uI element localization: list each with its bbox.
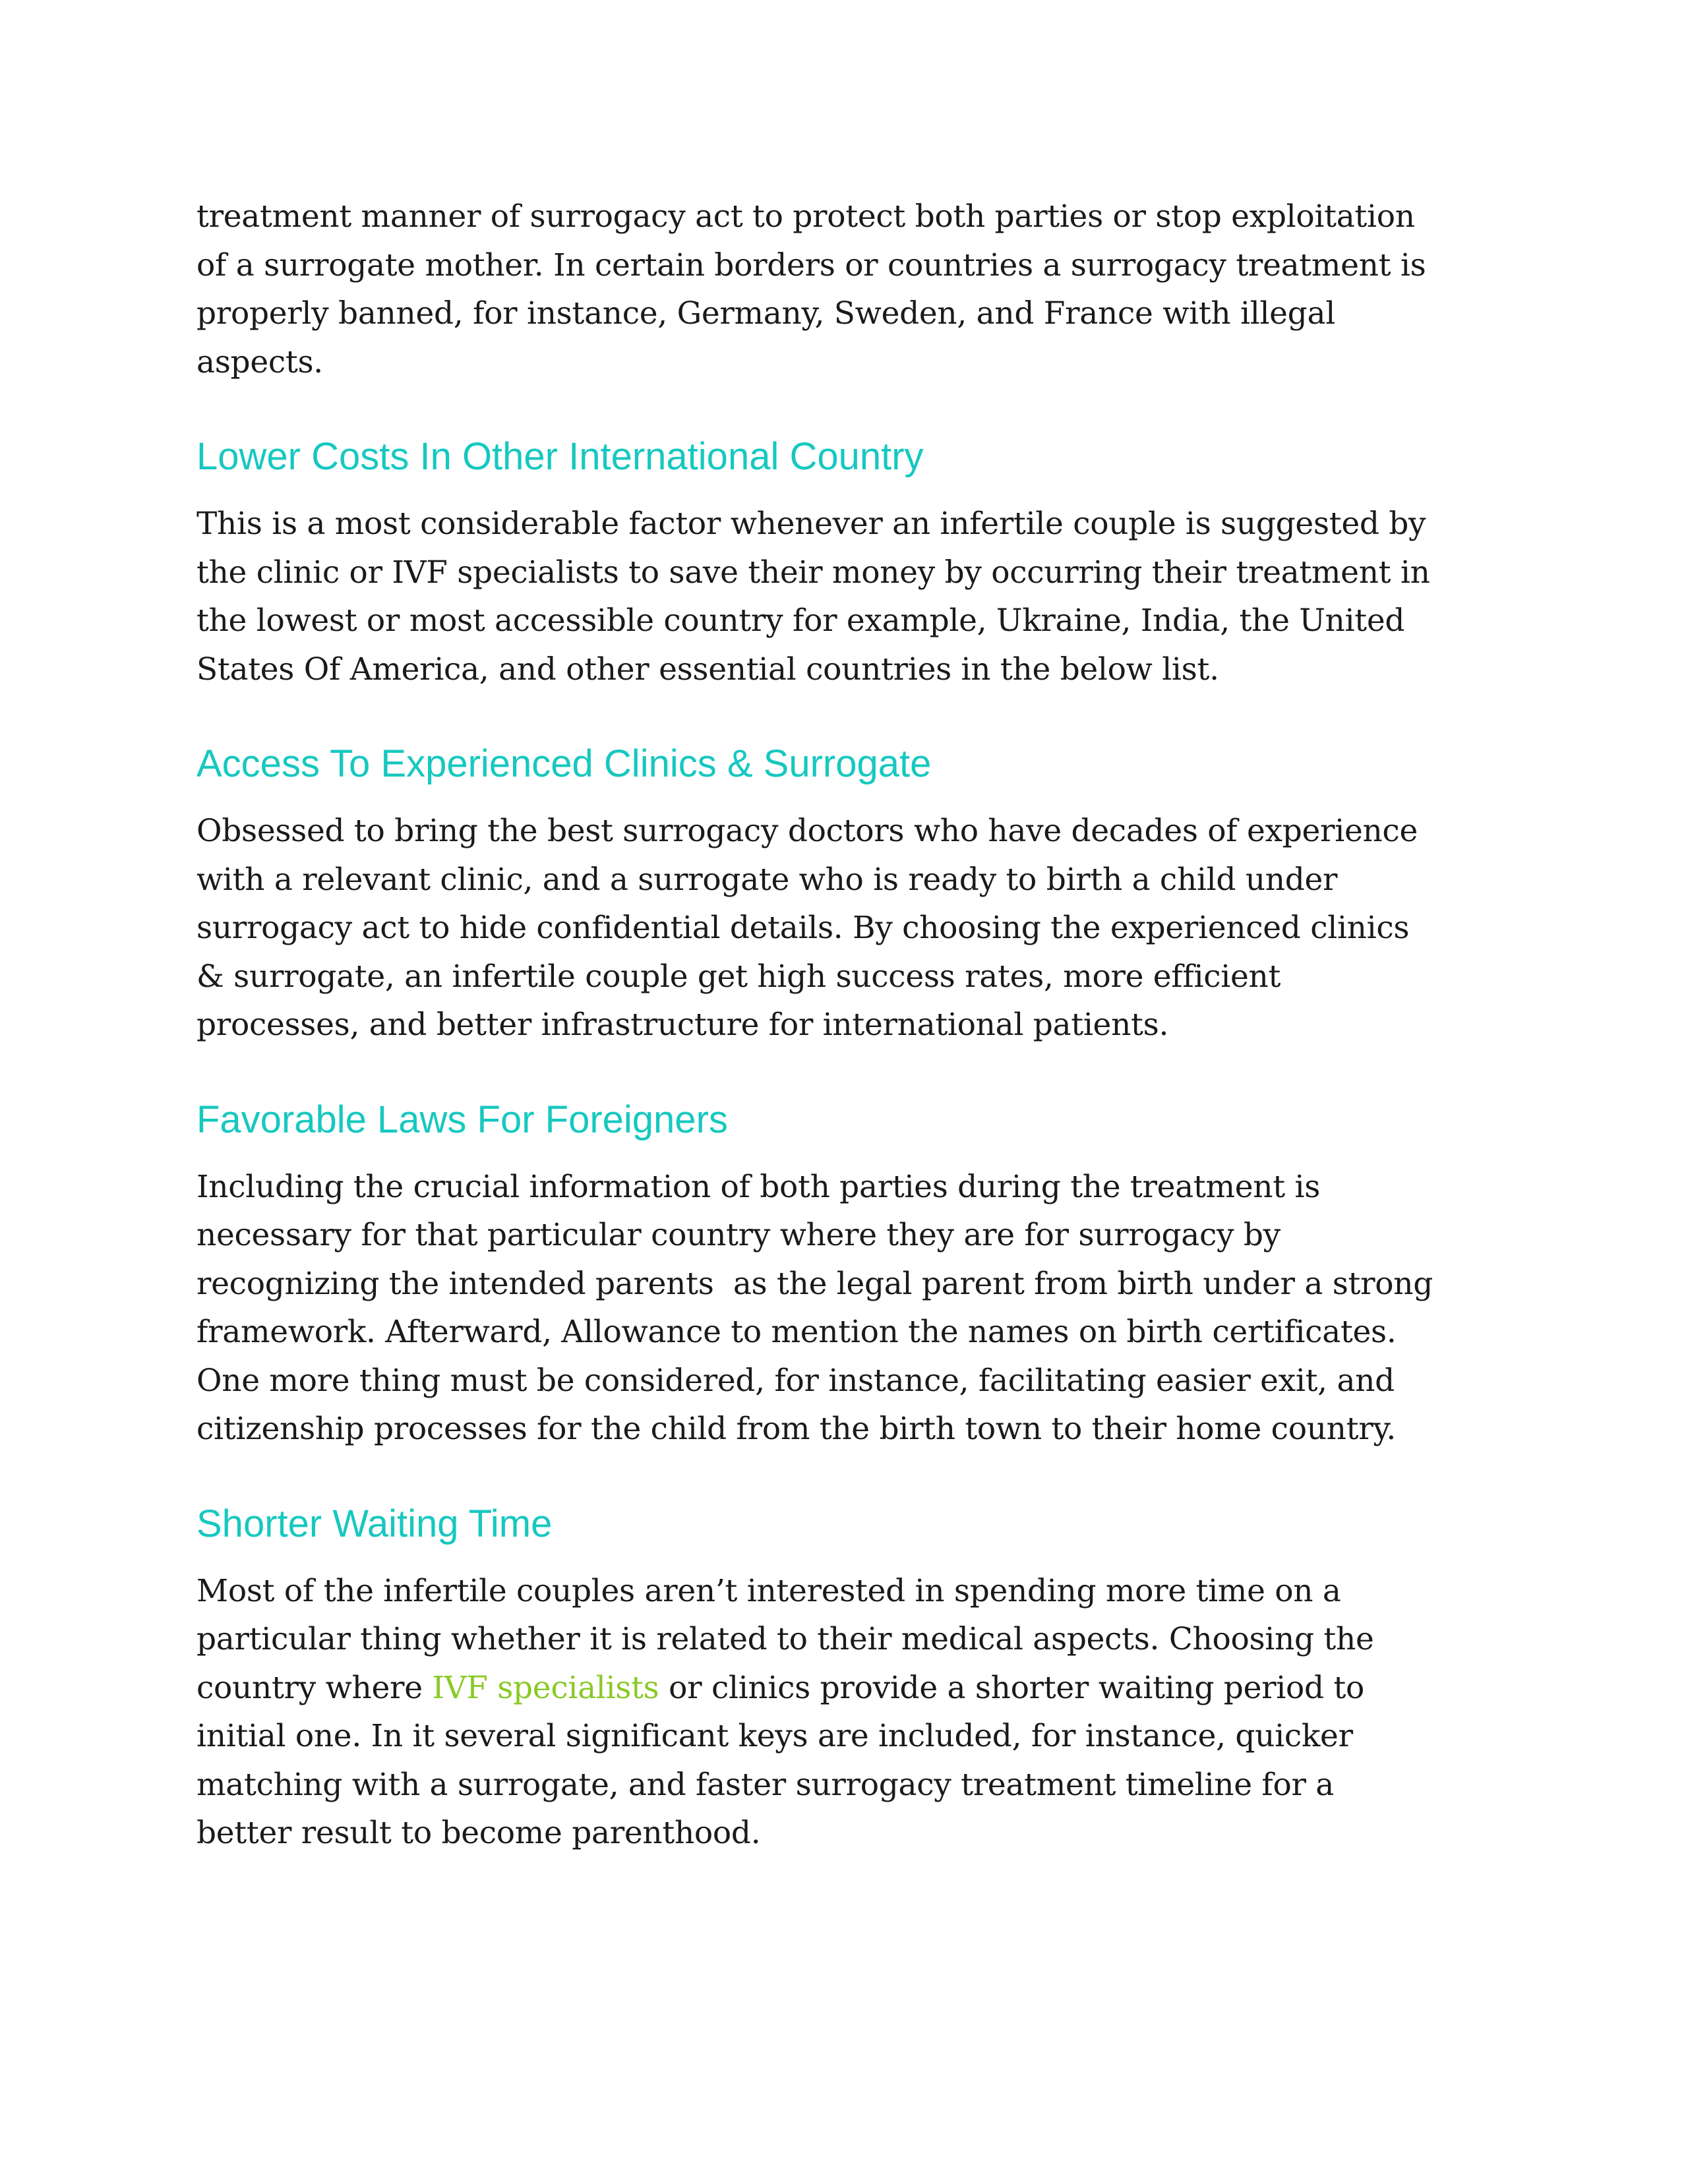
text-line: surrogacy act to hide confidential details. By choosing the experienced clinics xyxy=(196,910,1410,946)
heading-shorter-waiting: Shorter Waiting Time xyxy=(196,1502,553,1545)
paragraph-shorter-waiting xyxy=(196,1567,1515,1858)
heading-favorable-laws: Favorable Laws For Foreigners xyxy=(196,1098,728,1141)
text-line: Obsessed to bring the best surrogacy doctors who have decades of experience xyxy=(196,813,1418,849)
text-line: States Of America, and other essential countries in the below list. xyxy=(196,651,1219,688)
heading-experienced-clinics: Access To Experienced Clinics & Surrogate xyxy=(196,742,932,785)
text-line: with a relevant clinic, and a surrogate who is ready to birth a child under xyxy=(196,861,1338,898)
paragraph-favorable-laws xyxy=(196,1163,1515,1454)
text-line: One more thing must be considered, for instance, facilitating easier exit, and xyxy=(196,1362,1395,1399)
text-line: initial one. In it several significant keys are included, for instance, quicker xyxy=(196,1718,1353,1754)
text-line: citizenship processes for the child from the birth town to their home country. xyxy=(196,1411,1397,1447)
text-line: Most of the infertile couples aren’t interested in spending more time on a xyxy=(196,1572,1341,1609)
text-line: properly banned, for instance, Germany, Sweden, and France with illegal xyxy=(196,295,1335,332)
text-line: framework. Afterward, Allowance to mention the names on birth certificates. xyxy=(196,1314,1397,1350)
heading-lower-costs: Lower Costs In Other International Country xyxy=(196,435,924,478)
text-line: recognizing the intended parents as the legal parent from birth under a strong xyxy=(196,1265,1433,1302)
text-line: the clinic or IVF specialists to save their money by occurring their treatment in xyxy=(196,554,1430,591)
text-line: aspects. xyxy=(196,343,323,380)
paragraph-experienced-clinics xyxy=(196,807,1515,1049)
text-line: This is a most considerable factor whenever an infertile couple is suggested by xyxy=(196,506,1426,542)
text-line: necessary for that particular country where they are for surrogacy by xyxy=(196,1217,1281,1253)
document-page xyxy=(196,192,1515,1858)
text-line: treatment manner of surrogacy act to protect both parties or stop exploitation xyxy=(196,198,1415,235)
text-line: better result to become parenthood. xyxy=(196,1815,761,1851)
paragraph-lower-costs xyxy=(196,500,1515,694)
ivf-specialists-link[interactable]: IVF specialists xyxy=(432,1669,659,1706)
text-line: of a surrogate mother. In certain borders or countries a surrogacy treatment is xyxy=(196,247,1426,283)
text-line: matching with a surrogate, and faster surrogacy treatment timeline for a xyxy=(196,1766,1334,1803)
text-segment: or clinics provide a shorter waiting period to xyxy=(659,1669,1365,1706)
text-segment: country where xyxy=(196,1669,433,1706)
intro-paragraph xyxy=(196,192,1515,386)
text-line: processes, and better infrastructure for international patients. xyxy=(196,1007,1169,1043)
text-line: particular thing whether it is related to their medical aspects. Choosing the xyxy=(196,1621,1374,1657)
text-line: & surrogate, an infertile couple get high success rates, more efficient xyxy=(196,958,1281,995)
text-line xyxy=(196,1664,1515,1713)
text-line: the lowest or most accessible country for example, Ukraine, India, the United xyxy=(196,603,1405,639)
text-line: Including the crucial information of both parties during the treatment is xyxy=(196,1168,1321,1205)
